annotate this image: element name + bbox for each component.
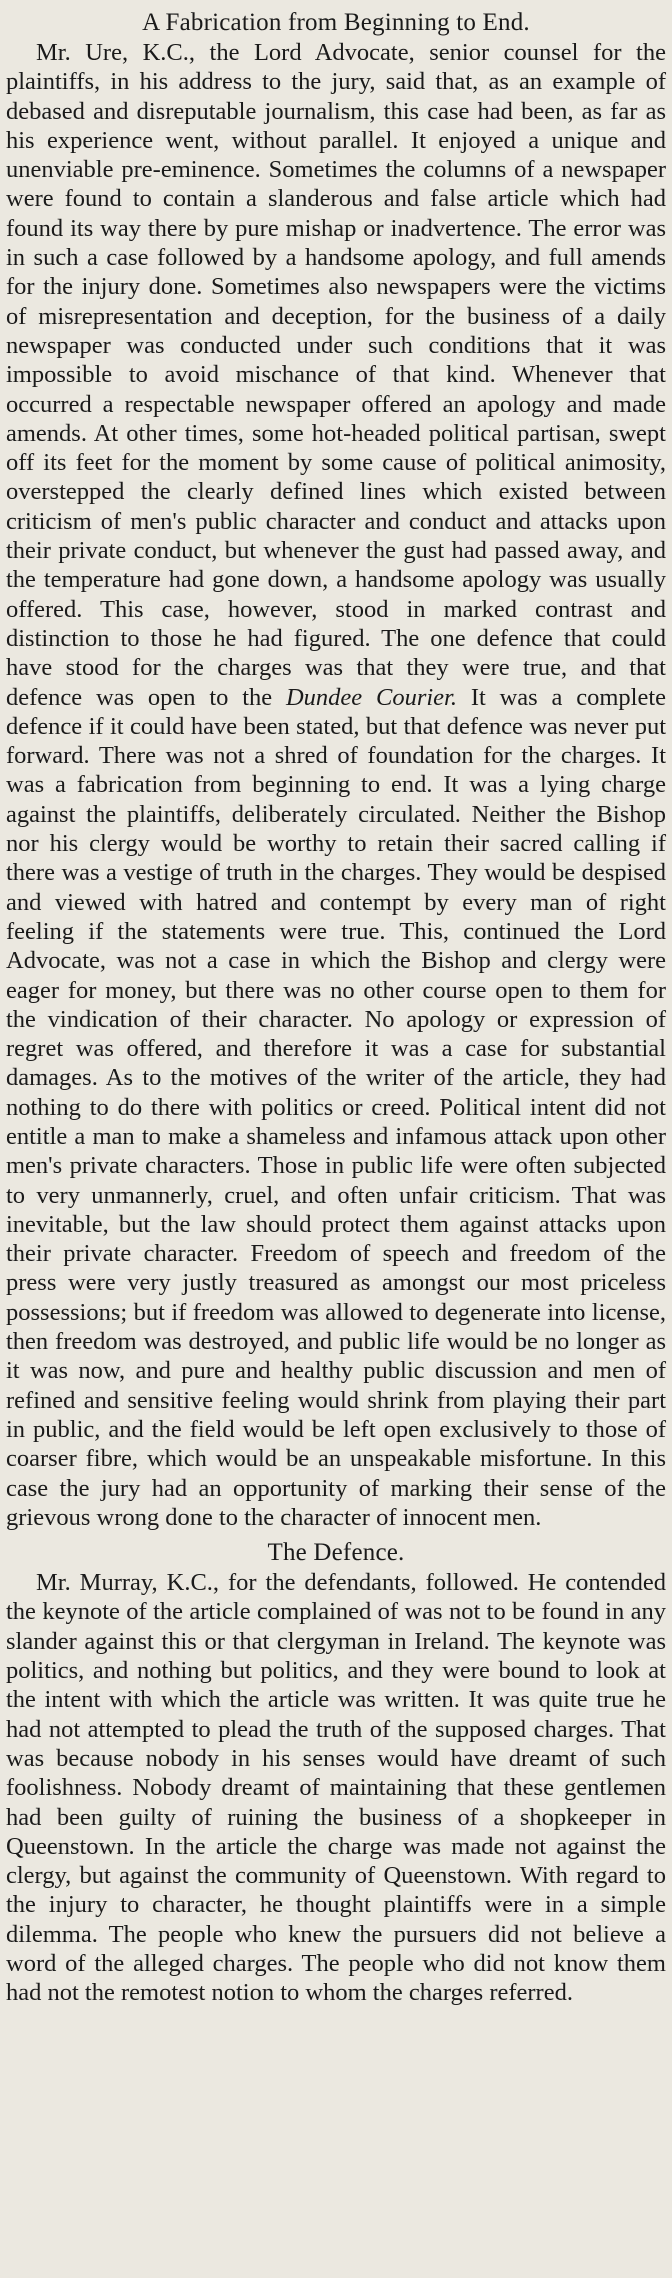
section-heading-defence: The Defence. [267,1539,405,1567]
newspaper-name: Dundee Courier. [285,683,457,711]
paragraph-text-part-1: Mr. Ure, K.C., the Lord Advocate, senior counsel for the plaintiffs, in his address to the jury, said that, as an example of debased and disreputable journalism, this case had been, as far as his experience went, without parallel. It enjoyed a unique and unenviable pre-eminence. Sometimes the columns of a newspaper were found to contain a slanderous and false article which had found its way there by pure mishap or inadvertence. The error was in such a case followed by a handsome apology, and full amends for the injury done. Sometimes also newspapers were the victims of misrepresentation and deception, for the business of a daily newspaper was conducted under such conditions that it was impossible to avoid mischance of that kind. Whenever that occurred a respectable newspaper offered an apology and made amends. At other times, some hot-headed political partisan, swept off its feet for the moment by some cause of political animosity, overstepped the clearly defined lines which existed between criticism of men's public character and conduct and attacks upon their private conduct, but whenever the gust had passed away, and the temperature had gone down, a handsome apology was usually offered. This case, however, stood in marked contrast and distinction to those he had figured. The one defence that could have stood for the charges was that they were true, and that defence was open to the [6,39,666,711]
paragraph-text-part-2: It was a complete defence if it could have been stated, but that defence was never put forward. There was not a shred of foundation for the charges. It was a fabrication from beginning to end. It was a lying charge against the plaintiffs, deliberately circulated. Neither the Bishop nor his clergy would be worthy to retain their sacred calling if there was a vestige of truth in the charges. They would be despised and viewed with hatred and contempt by every man of right feeling if the statements were true. This, continued the Lord Advocate, was not a case in which the Bishop and clergy were eager for money, but there was no other course open to them for the vindication of their character. No apology or expression of regret was offered, and therefore it was a case for substantial damages. As to the motives of the writer of the article, they had nothing to do there with politics or creed. Political intent did not entitle a man to make a shameless and infamous attack upon other men's private characters. Those in public life were often subjected to very unmannerly, cruel, and often unfair criticism. That was inevitable, but the law should protect them against attacks upon their private character. Freedom of speech and freedom of the press were very justly treasured as amongst our most priceless possessions; but if freedom was allowed to degenerate into license, then freedom was destroyed, and public life would be no longer as it was now, and pure and healthy public discussion and men of refined and sensitive feeling would shrink from playing their part in public, and the field would be left open exclusively to those of coarser fibre, which would be an unspeakable misfortune. In this case the jury had an opportunity of marking their sense of the grievous wrong done to the character of innocent men. [6,683,666,1531]
section-heading-fabrication: A Fabrication from Beginning to End. [142,9,530,36]
lord-advocate-paragraph [6,38,666,1532]
defence-paragraph: Mr. Murray, K.C., for the defendants, followed. He contended the keynote of the article complained of was not to be found in any slander against this or that clergyman in Ireland. The keynote was politics, and nothing but politics, and they were bound to look at the intent with which the article was written. It was quite true he had not attempted to plead the truth of the supposed charges. That was because nobody in his senses would have dreamt of such foolishness. Nobody dreamt of maintaining that these gentlemen had been guilty of ruining the business of a shopkeeper in Queenstown. In the article the charge was made not against the clergy, but against the community of Queenstown. With regard to the injury to character, he thought plaintiffs were in a simple dilemma. The people who knew the pursuers did not believe a word of the alleged charges. The people who did not know them had not the remotest notion to whom the charges referred. [6,1569,666,2007]
